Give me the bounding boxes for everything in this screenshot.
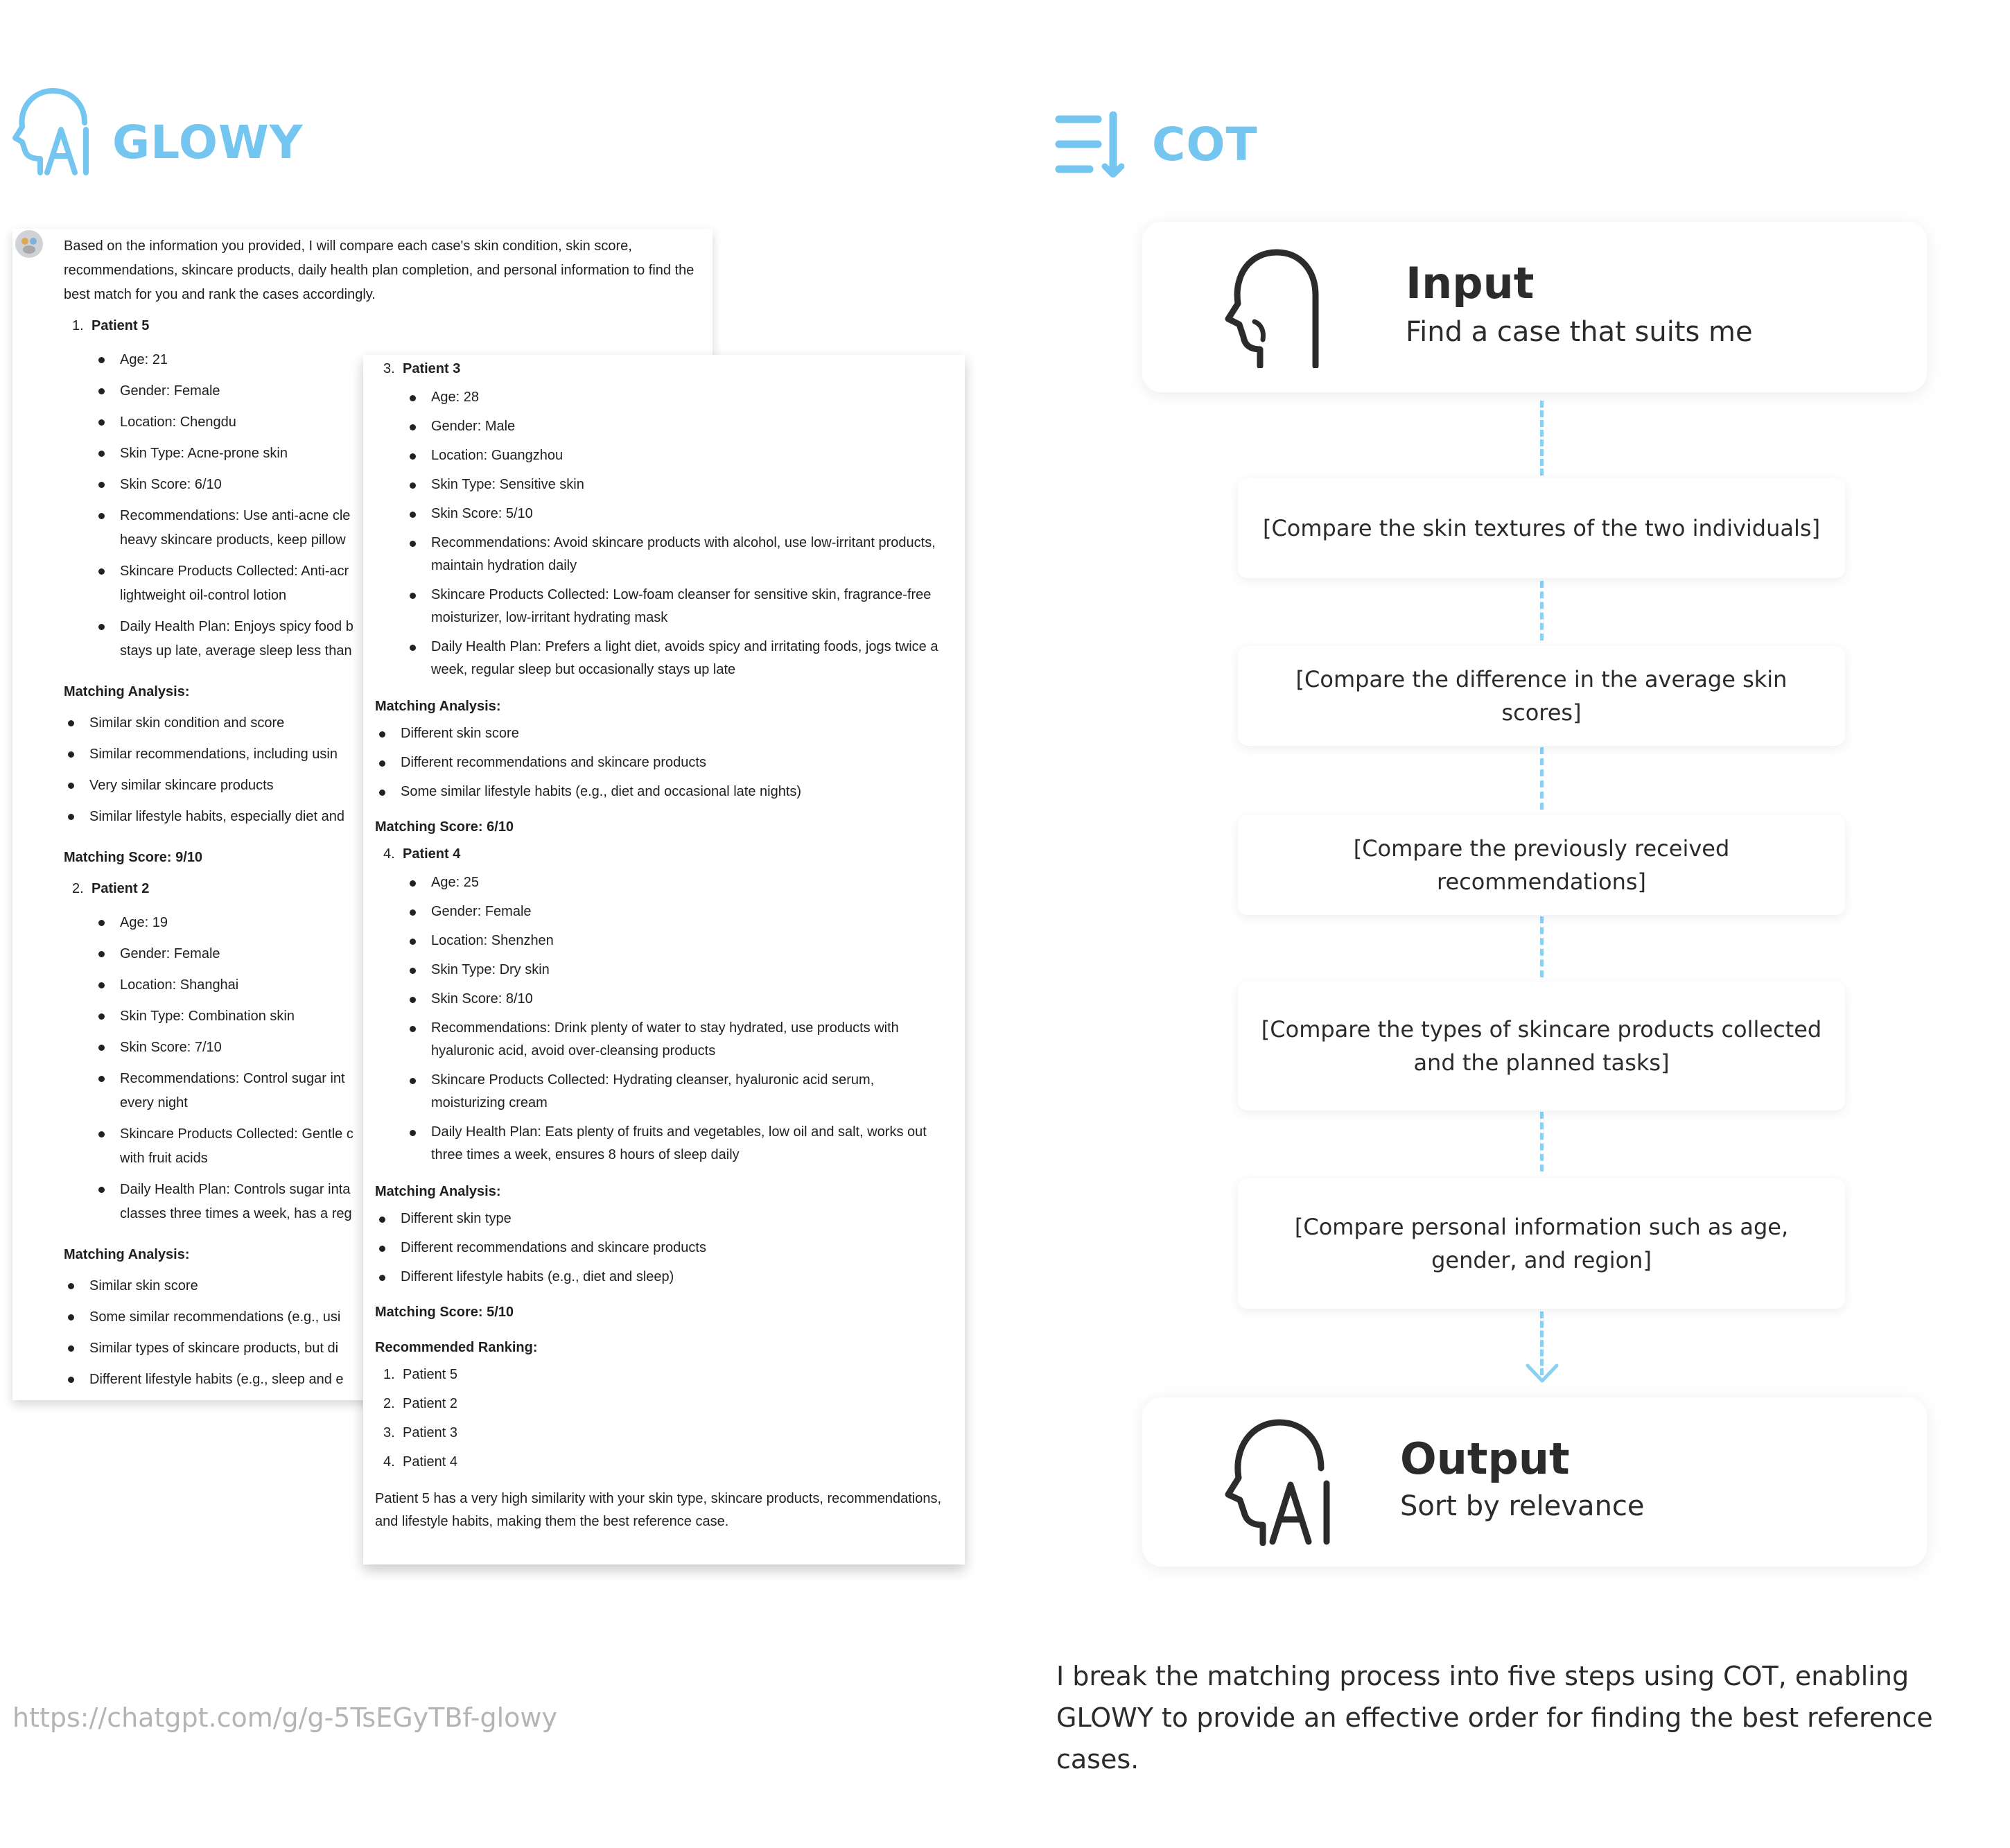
assistant-avatar bbox=[15, 230, 43, 258]
list-item: Daily Health Plan: Prefers a light diet, avoids spicy and irritating foods, jogs twice a week, regular sleep but occasionally stays up late bbox=[410, 636, 950, 681]
list-item: Similar skin condition and score bbox=[68, 711, 701, 735]
patient-5-title: 1. Patient 5 bbox=[72, 318, 150, 333]
patient-4-title: 4. Patient 4 bbox=[383, 846, 461, 862]
cot-title: COT bbox=[1152, 117, 1258, 171]
list-item: Recommendations: Avoid skincare products with alcohol, use low-irritant products, maintain hydration daily bbox=[410, 532, 950, 577]
list-item: Very similar skincare products bbox=[68, 774, 701, 798]
list-item: Daily Health Plan: Eats plenty of fruits and vegetables, low oil and salt, works out three times a week, ensures 8 hours of sleep daily bbox=[410, 1121, 950, 1167]
cot-step-2: [Compare the difference in the average skin scores] bbox=[1238, 646, 1845, 746]
list-item: Different lifestyle habits (e.g., sleep and e bbox=[68, 1368, 701, 1392]
list-item: Similar skin score bbox=[68, 1274, 701, 1298]
flow-connector bbox=[1540, 401, 1544, 476]
list-item: Skin Score: 5/10 bbox=[410, 503, 950, 525]
matching-analysis-heading: Matching Analysis: bbox=[375, 1184, 501, 1199]
cot-step-3: [Compare the previously received recommendations] bbox=[1238, 815, 1845, 915]
matching-analysis-heading: Matching Analysis: bbox=[64, 1247, 190, 1262]
glowy-brand bbox=[12, 87, 304, 177]
list-item-cont: lightweight oil-control lotion bbox=[120, 588, 287, 603]
list-item: Daily Health Plan: Enjoys spicy food b bbox=[98, 615, 701, 639]
list-item: Gender: Female bbox=[98, 942, 701, 966]
flow-connector bbox=[1540, 916, 1544, 977]
list-item: Age: 21 bbox=[98, 348, 701, 372]
cot-step-5: [Compare personal information such as age, gender, and region] bbox=[1238, 1178, 1845, 1309]
list-item: Location: Guangzhou bbox=[410, 444, 950, 467]
conclusion-text: Patient 5 has a very high similarity with your skin type, skincare products, recommendations, and lifestyle habits, making them the best reference case. bbox=[375, 1491, 942, 1529]
list-item: Skin Score: 7/10 bbox=[98, 1036, 701, 1060]
input-subtitle: Find a case that suits me bbox=[1406, 316, 1753, 348]
list-item: Similar lifestyle habits, especially diet and bbox=[68, 805, 701, 829]
list-item: Similar types of skincare products, but di bbox=[68, 1336, 701, 1361]
list-item: Different recommendations and skincare products bbox=[379, 1237, 950, 1259]
ai-head-icon bbox=[12, 87, 96, 177]
sort-list-icon bbox=[1055, 111, 1124, 177]
ai-head-icon bbox=[1218, 1417, 1336, 1546]
input-card bbox=[1142, 222, 1927, 392]
list-item: Location: Shanghai bbox=[98, 973, 701, 997]
output-title: Output bbox=[1400, 1433, 1570, 1484]
list-item: Age: 19 bbox=[98, 911, 701, 935]
list-item: Different skin type bbox=[379, 1208, 950, 1230]
list-item: Skin Type: Sensitive skin bbox=[410, 473, 950, 496]
list-item-cont: classes three times a week, has a reg bbox=[120, 1206, 352, 1221]
matching-score: Matching Score: 9/10 bbox=[64, 850, 203, 865]
list-item-cont: with fruit acids bbox=[120, 1151, 208, 1166]
list-item: Gender: Female bbox=[410, 900, 950, 923]
list-item: Gender: Male bbox=[410, 415, 950, 438]
list-item: Recommendations: Use anti-acne cle bbox=[98, 504, 701, 528]
list-item: Skin Type: Dry skin bbox=[410, 959, 950, 982]
list-item: Skin Score: 8/10 bbox=[410, 988, 950, 1011]
cot-brand bbox=[1055, 111, 1258, 177]
matching-score: Matching Score: 5/10 bbox=[375, 1305, 514, 1320]
list-item: Age: 25 bbox=[410, 871, 950, 894]
output-subtitle: Sort by relevance bbox=[1400, 1490, 1645, 1522]
cot-step-4: [Compare the types of skincare products collected and the planned tasks] bbox=[1238, 982, 1845, 1110]
list-item: Location: Chengdu bbox=[98, 410, 701, 435]
list-item: Different skin score bbox=[379, 722, 950, 745]
list-item: Skin Score: 6/10 bbox=[98, 473, 701, 497]
flow-connector bbox=[1540, 747, 1544, 810]
list-item-cont: stays up late, average sleep less than bbox=[120, 643, 352, 659]
matching-analysis-heading: Matching Analysis: bbox=[375, 699, 501, 714]
head-profile-icon bbox=[1218, 247, 1322, 368]
list-item: Skincare Products Collected: Hydrating cleanser, hyaluronic acid serum, moisturizing cream bbox=[410, 1069, 950, 1115]
list-item: Some similar lifestyle habits (e.g., diet and occasional late nights) bbox=[379, 781, 950, 803]
ranking-heading: Recommended Ranking: bbox=[375, 1340, 538, 1355]
list-item: Similar recommendations, including usin bbox=[68, 742, 701, 767]
list-item: Skin Type: Acne-prone skin bbox=[98, 442, 701, 466]
output-card bbox=[1142, 1397, 1927, 1567]
ranking-item: 1. Patient 5 bbox=[383, 1367, 457, 1382]
flow-connector bbox=[1540, 581, 1544, 640]
list-item: Skincare Products Collected: Low-foam cleanser for sensitive skin, fragrance-free moisturizer, low-irritant hydrating mask bbox=[410, 584, 950, 629]
ranking-item: 3. Patient 3 bbox=[383, 1425, 457, 1440]
list-item: Different recommendations and skincare products bbox=[379, 751, 950, 774]
matching-score: Matching Score: 6/10 bbox=[375, 819, 514, 835]
list-item: Skincare Products Collected: Anti-acr bbox=[98, 559, 701, 584]
glowy-title: GLOWY bbox=[112, 115, 304, 169]
arrow-down-icon bbox=[1523, 1359, 1561, 1388]
ranking-item: 4. Patient 4 bbox=[383, 1454, 457, 1470]
ranking-item: 2. Patient 2 bbox=[383, 1396, 457, 1411]
list-item: Skincare Products Collected: Gentle c bbox=[98, 1122, 701, 1147]
list-item: Recommendations: Drink plenty of water to stay hydrated, use products with hyaluronic acid, avoid over-cleansing products bbox=[410, 1017, 950, 1063]
list-item: Gender: Female bbox=[98, 379, 701, 403]
intro-text: Based on the information you provided, I will compare each case's skin condition, skin score, recommendations, skincare products, daily health plan completion, and personal information to find the best match for you and rank the cases accordingly. bbox=[64, 238, 694, 302]
list-item: Some similar recommendations (e.g., usi bbox=[68, 1305, 701, 1330]
list-item-cont: heavy skincare products, keep pillow bbox=[120, 532, 346, 548]
list-item: Recommendations: Control sugar int bbox=[98, 1067, 701, 1091]
patient-2-title: 2. Patient 2 bbox=[72, 881, 150, 896]
input-title: Input bbox=[1406, 258, 1535, 308]
flow-connector bbox=[1540, 1112, 1544, 1171]
cot-step-1: [Compare the skin textures of the two individuals] bbox=[1238, 478, 1845, 578]
list-item: Daily Health Plan: Controls sugar inta bbox=[98, 1178, 701, 1202]
list-item: Skin Type: Combination skin bbox=[98, 1004, 701, 1029]
glowy-link[interactable]: https://chatgpt.com/g/g-5TsEGyTBf-glowy bbox=[12, 1702, 557, 1733]
patient-3-title: 3. Patient 3 bbox=[383, 361, 461, 376]
list-item: Location: Shenzhen bbox=[410, 930, 950, 952]
list-item-cont: every night bbox=[120, 1095, 188, 1110]
list-item: Different lifestyle habits (e.g., diet and sleep) bbox=[379, 1266, 950, 1289]
caption-text: I break the matching process into five steps using COT, enabling GLOWY to provide an effective order for finding the best reference cases. bbox=[1056, 1661, 1933, 1775]
list-item: Age: 28 bbox=[410, 386, 950, 409]
matching-analysis-heading: Matching Analysis: bbox=[64, 684, 190, 699]
chat-response-panel-2 bbox=[363, 355, 965, 1564]
